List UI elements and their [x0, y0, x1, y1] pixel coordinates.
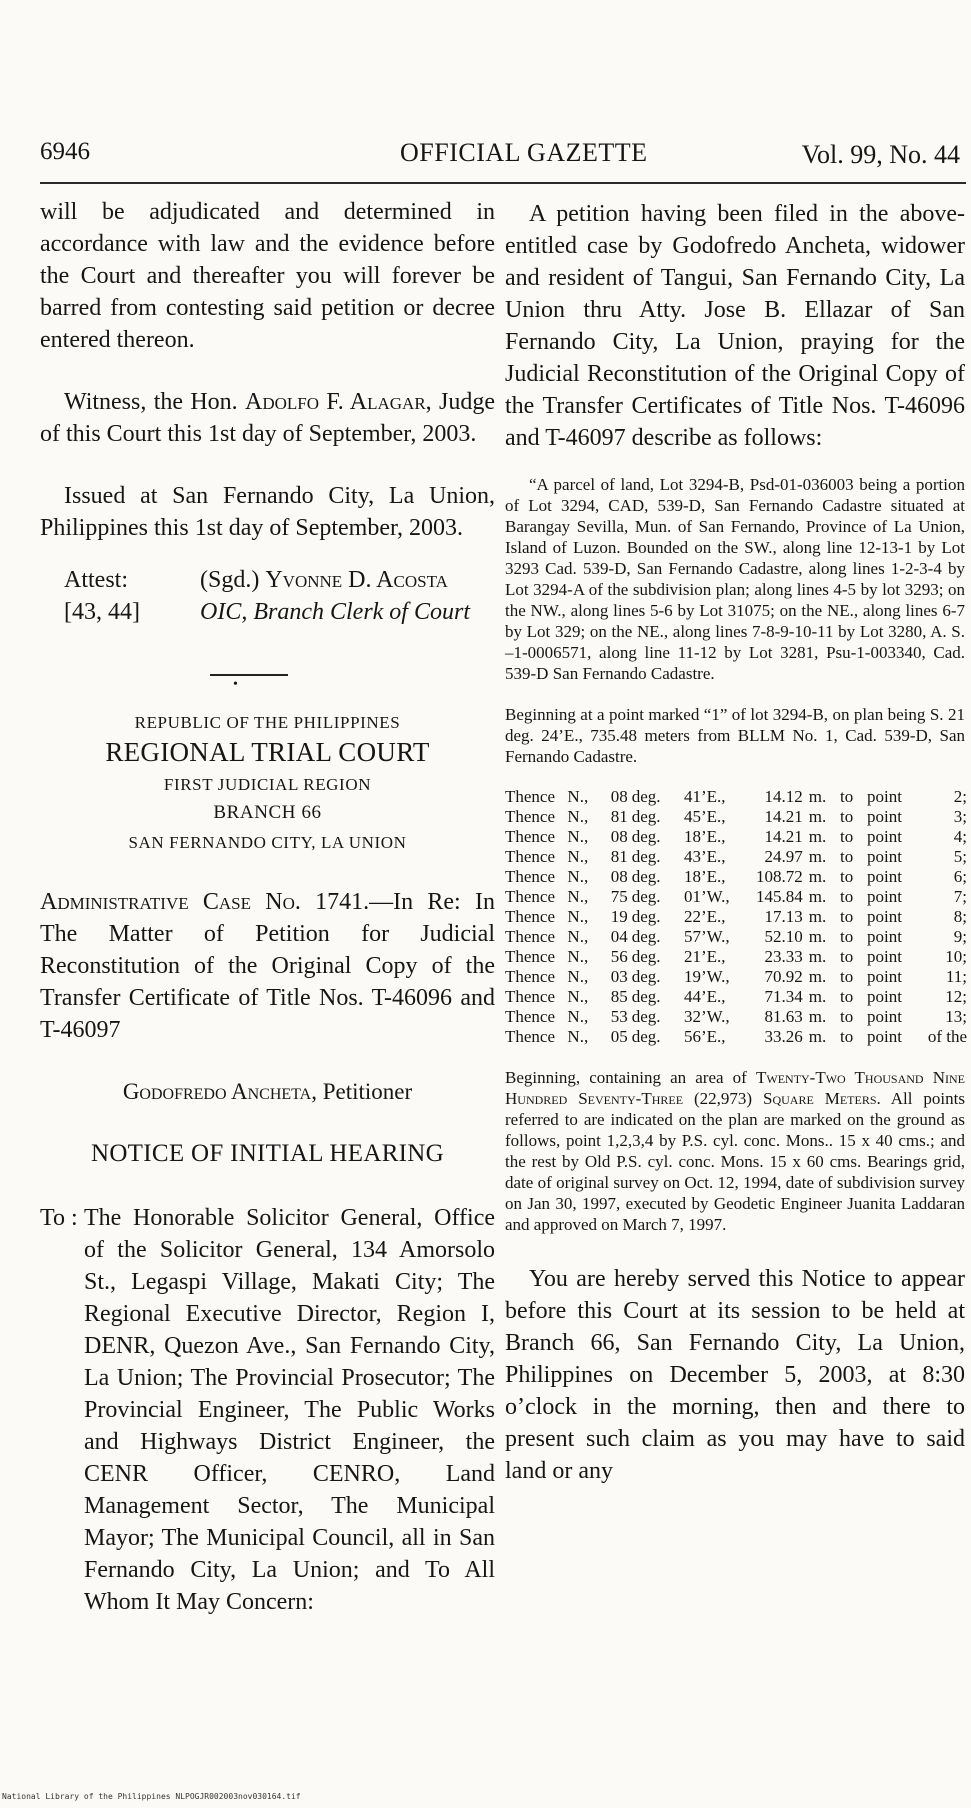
bearing-row	[505, 847, 967, 867]
bearing-num: 4;	[953, 827, 967, 846]
bearing-dist: 145.84	[756, 887, 803, 906]
bearing-point: point	[867, 907, 902, 926]
left-column	[40, 196, 495, 1618]
bearing-dir: N.,	[567, 967, 589, 986]
area-details: . All points referred to are indicated on the plan are marked on the ground as follows, point 1,2,3,4 by P.S. cyl. conc. Mons.. 15 x 40 cms.; and the rest by Old P.S. cyl. conc. Mons. 15 x 60 cms. Bearings grid, date of original survey on Oct. 12, 1994, date of subdivision survey on Jan 30, 1997, executed by Geodetic Engineer Juanita Laddaran and approved on March 7, 1997.	[505, 1089, 965, 1234]
signatory-prefix: (Sgd.)	[200, 567, 266, 593]
bearing-to: to	[840, 827, 854, 846]
bearing-thence: Thence	[505, 907, 556, 926]
bearing-dir: N.,	[567, 927, 589, 946]
header-rule	[40, 182, 966, 184]
bearing-to: to	[840, 807, 854, 826]
bearing-min: 21’E.,	[683, 947, 726, 966]
bearing-m: m.	[808, 867, 827, 886]
signatory-title: OIC, Branch Clerk of Court	[200, 599, 470, 625]
to-label: To :	[40, 1205, 78, 1231]
bearing-num: 13;	[945, 1007, 967, 1026]
page-header	[40, 134, 960, 174]
bearing-to: to	[840, 1007, 854, 1026]
bearing-thence: Thence	[505, 947, 556, 966]
bearing-min: 18’E.,	[683, 827, 726, 846]
bearing-m: m.	[808, 1007, 827, 1026]
bearing-deg: 53	[610, 1007, 628, 1026]
bearing-dist: 108.72	[756, 867, 803, 886]
bearing-row	[505, 827, 967, 847]
bearing-m: m.	[808, 927, 827, 946]
court-region: FIRST JUDICIAL REGION	[163, 775, 372, 794]
bearing-deg: 56	[610, 947, 628, 966]
bearing-row	[505, 987, 967, 1007]
bearing-deg: 19	[610, 907, 628, 926]
court-branch: BRANCH 66	[213, 802, 322, 823]
bearing-point: point	[867, 807, 902, 826]
bearing-unit: deg.	[631, 1007, 661, 1026]
addressees	[40, 1202, 495, 1618]
bearing-thence: Thence	[505, 867, 556, 886]
bearing-to: to	[840, 987, 854, 1006]
scan-source-footer: National Library of the Philippines NLPOGJR002003nov030164.tif	[2, 1792, 301, 1801]
bearing-num: 9;	[953, 927, 967, 946]
bearing-m: m.	[808, 827, 827, 846]
bearing-num: 2;	[953, 787, 967, 806]
area-pre: Beginning, containing an area of	[505, 1068, 756, 1087]
bearing-unit: deg.	[631, 807, 661, 826]
witness-paragraph	[40, 386, 495, 450]
addressee-list: The Honorable Solicitor General, Office of the Solicitor General, 134 Amorsolo St., Legaspi Village, Makati City; The Regional Executive Director, Region I, DENR, Quezon Ave., San Fernando City, La Union; The Provincial Prosecutor; The Provincial Engineer, The Public Works and Highways District Engineer, the CENR Officer, CENRO, Land Management Sector, The Municipal Mayor; The Municipal Council, all in San Fernando City, La Union; and To All Whom It May Concern:	[84, 1205, 495, 1615]
bearing-dir: N.,	[567, 1027, 589, 1046]
bearing-m: m.	[808, 887, 827, 906]
bearing-dist: 71.34	[764, 987, 803, 1006]
bearing-to: to	[840, 927, 854, 946]
page-number: 6946	[40, 138, 90, 165]
bearing-num: 11;	[945, 967, 967, 986]
notice-title: NOTICE OF INITIAL HEARING	[90, 1140, 445, 1167]
bearing-deg: 04	[610, 927, 628, 946]
bearing-m: m.	[808, 907, 827, 926]
bearing-unit: deg.	[631, 927, 661, 946]
bearing-dir: N.,	[567, 847, 589, 866]
bearing-min: 32’W.,	[683, 1007, 730, 1026]
bearing-thence: Thence	[505, 807, 556, 826]
bearing-deg: 08	[610, 787, 628, 806]
bearing-dist: 23.33	[764, 947, 803, 966]
bearing-min: 01’W.,	[683, 887, 730, 906]
bearing-to: to	[840, 967, 854, 986]
bearing-thence: Thence	[505, 1007, 556, 1026]
petitioner-role: , Petitioner	[311, 1079, 413, 1104]
petition-paragraph: A petition having been filed in the above-entitled case by Godofredo Ancheta, widower and resident of Tangui, San Fernando City, La Union thru Atty. Jose B. Ellazar of San Fernando City, La Union, praying for the Judicial Reconstitution of the Original Copy of the Transfer Certificates of Title Nos. T-46096 and T-46097 describe as follows:	[505, 201, 965, 451]
case-number: Administrative Case No. 1741.	[40, 889, 370, 915]
bearing-row	[505, 967, 967, 987]
bearing-point: point	[867, 967, 902, 986]
bearing-deg: 03	[610, 967, 628, 986]
bearing-deg: 05	[610, 1027, 628, 1046]
bearing-dist: 81.63	[764, 1007, 803, 1026]
bearing-row	[505, 807, 967, 827]
parcel-description: “A parcel of land, Lot 3294-B, Psd-01-036003 being a portion of Lot 3294, CAD, 539-D, San Fernando Cadastre situated at Barangay Sevilla, Mun. of San Fernando, Province of La Union, Island of Luzon. Bounded on the SW., along line 12-13-1 by Lot 3293 Cad. 539-D, San Fernando Cadastre, along lines 1-2-3-4 by Lot 3294-A of the subdivision plan; along lines 4-5 by lot 3293; on the NW., along lines 5-6 by Lot 31075; on the NE., along lines 6-7 by Lot 329; on the NE., along lines 7-8-9-10-11 by Lot 3280, A. S. –1-0006571, along line 11-12 by Lot 3281, Psu-1-003340, Cad. 539-D San Fernando Cadastre.	[505, 475, 965, 683]
bearing-row	[505, 927, 967, 947]
bearing-point: point	[867, 867, 902, 886]
bearing-thence: Thence	[505, 927, 556, 946]
bearing-unit: deg.	[631, 1027, 661, 1046]
bearing-num: 3;	[953, 807, 967, 826]
witness-pre: Witness, the Hon.	[64, 389, 246, 415]
bearing-point: point	[867, 787, 902, 806]
bearing-to: to	[840, 907, 854, 926]
bearing-thence: Thence	[505, 827, 556, 846]
witness-post: , Judge of this Court this 1st day of September, 2003.	[40, 389, 495, 447]
petitioner-line	[40, 1076, 495, 1108]
bearing-unit: deg.	[631, 827, 661, 846]
beginning-point: Beginning at a point marked “1” of lot 3294-B, on plan being S. 21 deg. 24’E., 735.48 meters from BLLM No. 1, Cad. 539-D, San Fernando Cadastre.	[505, 705, 965, 766]
served-paragraph: You are hereby served this Notice to appear before this Court at its session to be held at Branch 66, San Fernando City, La Union, Philippines on December 5, 2003, at 8:30 o’clock in the morning, then and there to present such claim as you may have to said land or any	[505, 1266, 965, 1484]
bearing-min: 18’E.,	[683, 867, 726, 886]
bearing-unit: deg.	[631, 867, 661, 886]
bearing-dir: N.,	[567, 807, 589, 826]
petitioner-name: Godofredo Ancheta	[122, 1079, 312, 1104]
case-title	[40, 886, 495, 1046]
court-heading	[40, 710, 495, 856]
bearing-point: point	[867, 1007, 902, 1026]
bearing-m: m.	[808, 967, 827, 986]
bearing-unit: deg.	[631, 947, 661, 966]
bearing-row	[505, 907, 967, 927]
bearing-unit: deg.	[631, 907, 661, 926]
attest-block	[40, 564, 495, 628]
bearing-dir: N.,	[567, 827, 589, 846]
bearing-thence: Thence	[505, 967, 556, 986]
bearing-unit: deg.	[631, 787, 661, 806]
bearing-unit: deg.	[631, 847, 661, 866]
bearing-deg: 81	[610, 847, 628, 866]
bearing-row	[505, 1027, 967, 1047]
area-number: (22,973)	[683, 1089, 763, 1108]
bearing-dir: N.,	[567, 907, 589, 926]
bearing-deg: 81	[610, 807, 628, 826]
bearing-min: 19’W.,	[683, 967, 730, 986]
bearing-row	[505, 1007, 967, 1027]
bearing-deg: 08	[610, 827, 628, 846]
bearing-row	[505, 947, 967, 967]
bearing-dist: 33.26	[764, 1027, 803, 1046]
bearing-thence: Thence	[505, 987, 556, 1006]
bearing-point: point	[867, 887, 902, 906]
bearing-m: m.	[808, 947, 827, 966]
case-subject: —In Re: In The Matter of Petition for Judicial Reconstitution of the Original Copy of the Transfer Certificate of Title Nos. T-46096 and T-46097	[40, 889, 495, 1043]
bearing-min: 41’E.,	[683, 787, 726, 806]
bearing-row	[505, 867, 967, 887]
bearing-deg: 08	[610, 867, 628, 886]
bearing-point: point	[867, 987, 902, 1006]
intro-paragraph: will be adjudicated and determined in accordance with law and the evidence before the Court and thereafter you will forever be barred from contesting said petition or decree entered thereon.	[40, 199, 495, 353]
bearing-num: of the	[927, 1027, 967, 1046]
bearing-unit: deg.	[631, 967, 661, 986]
attest-label: Attest:	[64, 567, 128, 593]
bearing-dir: N.,	[567, 947, 589, 966]
bearing-dist: 17.13	[764, 907, 803, 926]
bearing-to: to	[840, 947, 854, 966]
area-unit: Square Meters	[763, 1089, 877, 1108]
area-paragraph	[505, 1067, 965, 1235]
bearings-table	[505, 787, 967, 1047]
bearing-dist: 24.97	[764, 847, 803, 866]
bearing-m: m.	[808, 1027, 827, 1046]
signatory	[200, 564, 448, 596]
bearing-deg: 85	[610, 987, 628, 1006]
bearing-point: point	[867, 947, 902, 966]
bearing-thence: Thence	[505, 787, 556, 806]
bearing-thence: Thence	[505, 887, 556, 906]
court-republic: REPUBLIC OF THE PHILIPPINES	[134, 713, 401, 732]
bearing-num: 6;	[953, 867, 967, 886]
publication-title: OFFICIAL GAZETTE	[400, 138, 648, 167]
bearing-num: 8;	[953, 907, 967, 926]
bearing-dist: 14.12	[764, 787, 803, 806]
bearing-m: m.	[808, 847, 827, 866]
section-divider	[210, 674, 288, 676]
bearing-dir: N.,	[567, 867, 589, 886]
bearing-dir: N.,	[567, 987, 589, 1006]
bearing-m: m.	[808, 987, 827, 1006]
area-words: Twenty-Two Thousand Nine Hundred Seventy-Three	[505, 1068, 965, 1108]
bearing-row	[505, 887, 967, 907]
bearing-deg: 75	[610, 887, 628, 906]
bearing-min: 22’E.,	[683, 907, 726, 926]
bearing-num: 5;	[953, 847, 967, 866]
bearing-point: point	[867, 827, 902, 846]
bearing-thence: Thence	[505, 1027, 556, 1046]
bearing-dir: N.,	[567, 1007, 589, 1026]
bearing-min: 43’E.,	[683, 847, 726, 866]
bearing-min: 57’W.,	[683, 927, 730, 946]
bearing-dir: N.,	[567, 887, 589, 906]
bearing-to: to	[840, 867, 854, 886]
bearing-point: point	[867, 1027, 902, 1046]
bearing-dist: 14.21	[764, 827, 803, 846]
bearing-dir: N.,	[567, 787, 589, 806]
bearing-point: point	[867, 927, 902, 946]
attest-reference: [43, 44]	[64, 599, 140, 625]
bearing-num: 10;	[945, 947, 967, 966]
bearing-dist: 52.10	[764, 927, 803, 946]
bearing-m: m.	[808, 807, 827, 826]
bearing-min: 44’E.,	[683, 987, 726, 1006]
bearing-row	[505, 787, 967, 807]
bearing-to: to	[840, 847, 854, 866]
bearing-to: to	[840, 787, 854, 806]
bearing-unit: deg.	[631, 987, 661, 1006]
bearing-dist: 14.21	[764, 807, 803, 826]
bearing-min: 45’E.,	[683, 807, 726, 826]
bearing-num: 12;	[945, 987, 967, 1006]
volume-number: Vol. 99, No. 44	[801, 140, 960, 169]
signatory-name: Yvonne D. Acosta	[265, 567, 448, 593]
bearing-to: to	[840, 1027, 854, 1046]
bearing-unit: deg.	[631, 887, 661, 906]
issued-paragraph: Issued at San Fernando City, La Union, Philippines this 1st day of September, 2003.	[40, 483, 495, 541]
bearing-dist: 70.92	[764, 967, 803, 986]
bearing-num: 7;	[953, 887, 967, 906]
bearing-m: m.	[808, 787, 827, 806]
bearing-to: to	[840, 887, 854, 906]
judge-name: Adolfo F. Alagar	[245, 389, 426, 415]
divider-bullet: •	[233, 677, 238, 692]
court-name: REGIONAL TRIAL COURT	[105, 737, 430, 767]
bearing-min: 56’E.,	[683, 1027, 726, 1046]
bearing-thence: Thence	[505, 847, 556, 866]
court-location: SAN FERNANDO CITY, LA UNION	[128, 833, 407, 852]
bearing-point: point	[867, 847, 902, 866]
right-column	[505, 198, 965, 1487]
